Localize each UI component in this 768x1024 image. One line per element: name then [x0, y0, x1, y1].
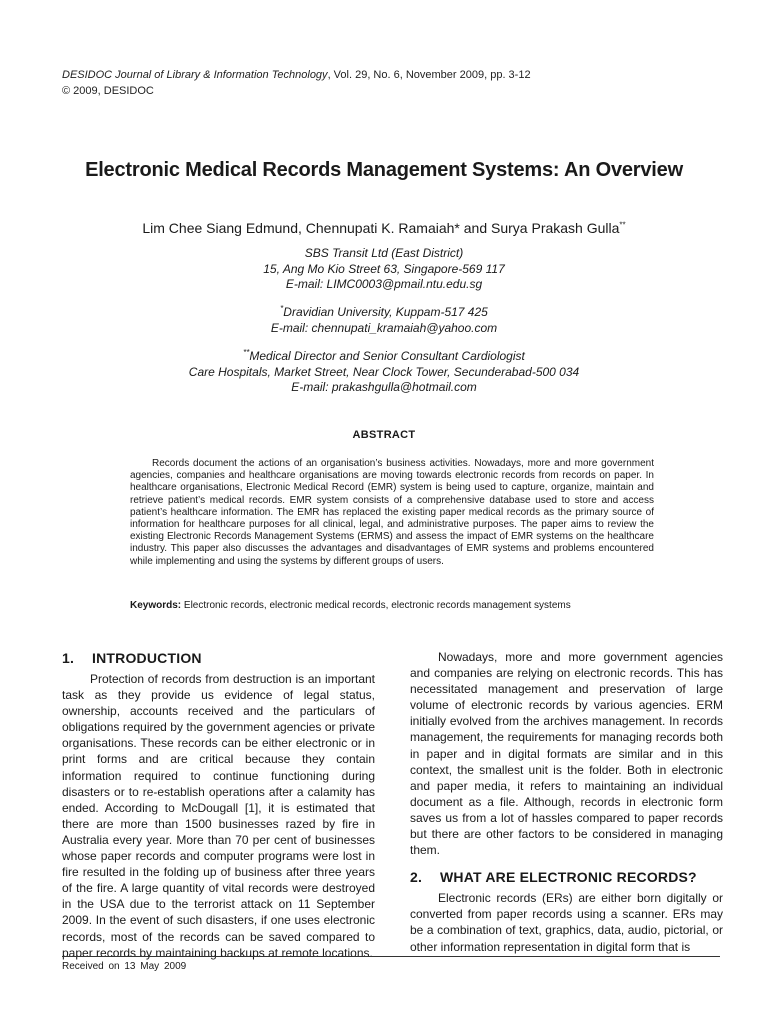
affiliation-2 [0, 305, 768, 336]
keywords [130, 600, 670, 612]
author-mark-1: * [454, 220, 460, 236]
affiliation-line: Care Hospitals, Market Street, Near Clock Tower, Secunderabad-500 034 [188, 364, 580, 379]
affiliation-email: E-mail: LIMC0003@pmail.ntu.edu.sg [285, 277, 483, 291]
footer-divider [62, 956, 720, 957]
affiliation-3 [0, 349, 768, 396]
author-list [0, 219, 768, 237]
keywords-text: Electronic records, electronic medical records, electronic records management systems [181, 600, 571, 611]
section-heading-electronic-records [410, 868, 723, 886]
section-title: INTRODUCTION [92, 650, 202, 666]
affiliation-email: E-mail: prakashgulla@hotmail.com [291, 380, 477, 394]
keywords-label: Keywords: [130, 600, 182, 611]
section-heading-introduction [62, 649, 375, 667]
abstract-text: Records document the actions of an organisation’s business activities. Nowadays, more and more government agencies, companies and healthcare organisations are moving towards electronic records from records on paper. In healthcare organisations, Electronic Medical Record (EMR) system is being used to capture, organize, maintain and retrieve patient’s medical records. EMR system consists of a comprehensive database used to store and access patient’s healthcare information. The EMR has replaced the existing paper medical records as the primary source of information for healthcare purposes for all clinical, legal, and administrative purposes. The paper aims to review the existing Electronic Records Management Systems (ERMS) and assess the impact of EMR systems on the healthcare industry. This paper also discusses the advantages and disadvantages of EMR systems and problems encountered while implementing and using the systems by different groups of users. [130, 458, 654, 567]
right-column [410, 649, 723, 955]
authors-part1: Lim Chee Siang Edmund, Chennupati K. Ramaiah [142, 220, 455, 236]
left-column [62, 649, 375, 961]
journal-citation [62, 68, 531, 83]
affiliation-text: Medical Director and Senior Consultant Cardiologist [249, 349, 525, 363]
paper-title: Electronic Medical Records Management Systems: An Overview [85, 159, 683, 181]
section-title: WHAT ARE ELECTRONIC RECORDS? [440, 869, 697, 886]
body-paragraph: Electronic records (ERs) are either born digitally or converted from paper records using a scanner. ERs may be a combination of text, graphics, data, audio, pictorial, or other information representation in digital form that is [410, 891, 723, 954]
affiliation-line [0, 305, 768, 321]
affiliation-mark: ** [243, 348, 250, 357]
affiliation-mark: * [280, 304, 284, 313]
affiliation-line: 15, Ang Mo Kio Street 63, Singapore-569 117 [263, 261, 505, 276]
affiliation-email: E-mail: chennupati_kramaiah@yahoo.com [270, 320, 498, 335]
journal-details: , Vol. 29, No. 6, November 2009, pp. 3-12 [327, 69, 531, 81]
copyright-notice: © 2009, DESIDOC [62, 85, 154, 97]
affiliation-1 [0, 246, 768, 293]
authors-part2: and Surya Prakash Gulla [459, 220, 620, 236]
body-paragraph: Nowadays, more and more government agencies and companies are relying on electronic records. This has necessitated management and preservation of large volume of electronic records by various agencies. ERM initially evolved from the archives management. In records management, the requirements for managing records both in paper and in digital formats are similar and in this context, the smallest unit is the folder. Both in electronic and paper media, it refers to maintaining an individual document as a file. Although, records in electronic form saves us from a lot of hassles compared to paper records but there are other factors to be considered in managing them. [410, 650, 723, 858]
affiliation-line: SBS Transit Ltd (East District) [304, 246, 464, 260]
section-number: 1. [62, 650, 75, 666]
abstract-heading: ABSTRACT [352, 429, 416, 441]
received-date: Received on 13 May 2009 [62, 961, 187, 972]
section-number: 2. [410, 869, 423, 886]
affiliation-text: Dravidian University, Kuppam-517 425 [283, 305, 488, 319]
author-mark-2: ** [619, 220, 626, 230]
journal-name: DESIDOC Journal of Library & Information Technology [62, 69, 328, 81]
body-paragraph: Protection of records from destruction is an important task as they provide us evidence of legal status, ownership, accounts received and the particulars of obligations required by the government agencies or private organisations. These records can be either electronic or in print forms and are critical because they contain information required to continue functioning during disasters or to re-establish operations after a calamity has ended. According to McDougall [1], it is estimated that there are more than 1500 businesses razed by fire in Australia every year. More than 70 per cent of businesses whose paper records and computer programs were lost in fire resulted in the folding up of business after three years of the fire. A large quantity of vital records were destroyed in the USA due to the terrorist attack on 11 September 2009. In the event of such disasters, if one uses electronic records, most of the records can be saved compared to paper records by maintaining backups at remote locations. [62, 672, 375, 960]
affiliation-line [0, 349, 768, 365]
